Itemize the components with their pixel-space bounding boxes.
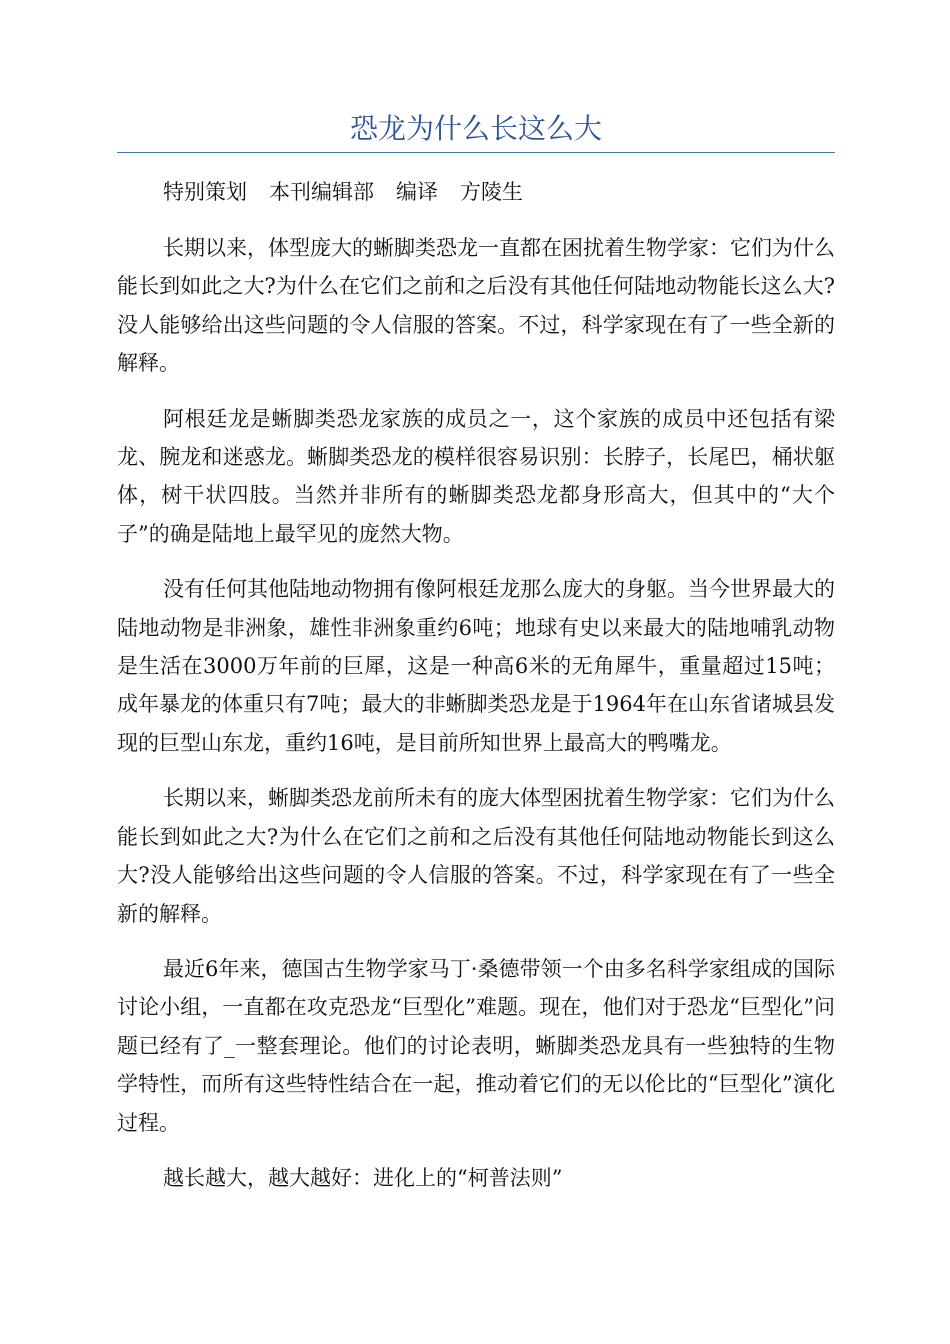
paragraph-2: 阿根廷龙是蜥脚类恐龙家族的成员之一，这个家族的成员中还包括有梁龙、腕龙和迷惑龙。蜥脚类恐龙的模样很容易识别：长脖子，长尾巴，桶状躯体，树干状四肢。当然并非所有的蜥脚类恐龙都身形高大，但其中的“大个子”的确是陆地上最罕见的庞然大物。 bbox=[117, 406, 835, 546]
paragraph-3: 没有任何其他陆地动物拥有像阿根廷龙那么庞大的身躯。当今世界最大的陆地动物是非洲象，雄性非洲象重约6吨；地球有史以来最大的陆地哺乳动物是生活在3000万年前的巨犀，这是一种高6米的无角犀牛，重量超过15吨；成年暴龙的体重只有7吨；最大的非蜥脚类恐龙是于1964年在山东省诸城县发现的巨型山东龙，重约16吨，是目前所知世界上最高大的鸭嘴龙。 bbox=[117, 577, 835, 755]
paragraph-5: 最近6年来，德国古生物学家马丁·桑德带领一个由多名科学家组成的国际讨论小组，一直都在攻克恐龙“巨型化”难题。现在，他们对于恐龙“巨型化”问题已经有了_一整套理论。他们的讨论表明，蜥脚类恐龙具有一些独特的生物学特性，而所有这些特性结合在一起，推动着它们的无以伦比的“巨型化”演化过程。 bbox=[117, 956, 835, 1135]
byline-section: 特别策划 bbox=[163, 180, 247, 204]
section-subheading: 越长越大，越大越好：进化上的“柯普法则” bbox=[163, 1165, 563, 1190]
paragraph-4: 长期以来，蜥脚类恐龙前所未有的庞大体型困扰着生物学家：它们为什么能长到如此之大?为什么在它们之前和之后没有其他任何陆地动物能长到这么大?没人能够给出这些问题的令人信服的答案。不过，科学家现在有了一些全新的解释。 bbox=[117, 786, 835, 926]
document-page bbox=[117, 108, 835, 1197]
page-title: 恐龙为什么长这么大 bbox=[349, 112, 602, 145]
byline-author: 方陵生 bbox=[460, 180, 523, 204]
byline bbox=[117, 173, 835, 211]
byline-source: 本刊编辑部 bbox=[269, 180, 374, 204]
byline-role: 编译 bbox=[396, 180, 438, 204]
paragraph-1: 长期以来，体型庞大的蜥脚类恐龙一直都在困扰着生物学家：它们为什么能长到如此之大?为什么在它们之前和之后没有其他任何陆地动物能长这么大?没人能够给出这些问题的令人信服的答案。不过，科学家现在有了一些全新的解释。 bbox=[117, 236, 835, 376]
title-underline bbox=[117, 152, 835, 153]
